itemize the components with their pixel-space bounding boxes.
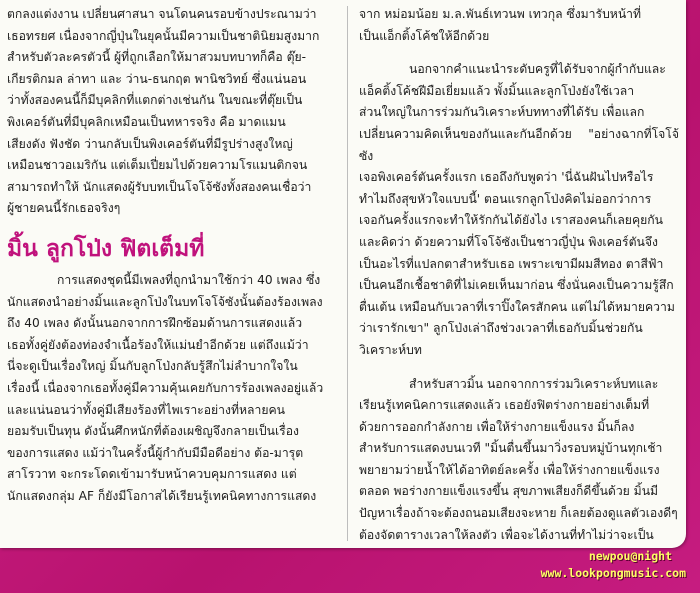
fitness-paragraph: สำหรับสาวมิ้น นอกจากการร่วมวิเคราะห์บทและ เรียนรู้เทคนิคการแสดงแล้ว เธอยังฟิตร่างกายอย่างเต็มที่ ด้วยการออกกำลังกาย เพื่อให้ร่างกายแข็งแรง มิ้นก็ลง สำหรับการแสดงบนเวที "มิ้นตื่นขึ้นมาวิ่งรอบหมู่บ้านทุกเช้า พยายามว่ายน้ำให้ได้อาทิตย์ละครั้ง เพื่อให้ร่างกายแข็งแรง ตลอด พอร่างกายแข็งแรงขึ้น สุขภาพเสียงก็ดีขึ้นด้วย มิ้นมี ปัญหาเรื่องถ้าจะต้องถนอมเสียงจะหาย ก็เลยต้องดูแลตัวเองดีๆ ต้องจัดตารางเวลาให้ลงตัว เพื่อจะได้งานที่ทำไม่ว่าจะเป็น xyxy=(359,376,678,542)
column-divider xyxy=(347,6,348,541)
right-column xyxy=(359,4,679,548)
website-credit: www.lookpongmusic.com xyxy=(540,566,686,580)
left-column xyxy=(7,4,337,548)
body-paragraph: การแสดงชุดนี้มีเพลงที่ถูกนำมาใช้กว่า 40 เพลง ซึ่ง นักแสดงนำอย่างมิ้นและลูกโป่งในบทโจโจ้ซังนั้นต้องร้องเพลง ถึง 40 เพลง ดังนั้นนอกจากการฝึกซ้อมด้านการแสดงแล้ว เธอทั้งคู่ยังต้องท่องจำเนื้อร้องให้แม่นยำอีกด้วย แต่ถึงแม้ว่า นี่จะดูเป็นเรื่องใหญ่ มิ้นกับลูกโป่งกลับรู้สึกไม่ลำบากใจใน เรื่องนี้ เนื่องจากเธอทั้งคู่มีความคุ้นเคยกับการร้องเพลงอยู่แล้ว และแน่นอนว่าทั้งคู่มีเสียงร้องที่ไพเราะอย่างที่หลายคน ยอมรับเป็นทุน ดังนั้นศึกหนักที่ต้องเผชิญจึงกลายเป็นเรื่อง ของการแสดง แม้ว่าในครั้งนี้ผู้กำกับมีมือดีอย่าง ต้อ-มารุต สาโรวาท จะกระโดดเข้ามารับหน้าควบคุมการแสดง แต่ นักแสดงกลุ่ม AF ก็ยังมีโอกาสได้เรียนรู้เทคนิคทางการแสดง xyxy=(7,272,324,503)
scan-credit: newpou@night xyxy=(588,549,672,563)
continued-paragraph: จาก หม่อมน้อย ม.ล.พันธ์เทวนพ เทวกุล ซึ่งมารับหน้าที่ เป็นแอ็กติ้งโค้ชให้อีกด้วย xyxy=(359,7,642,43)
analysis-paragraph: นอกจากคำแนะนำระดับครูที่ได้รับจากผู้กำกับและ แอ็คติ้งโค้ชฝีมือเยี่ยมแล้ว พั้งมิ้นและลูกโป่งยังใช้เวลา ส่วนใหญ่ในการร่วมกันวิเคราะห์บททางที่ได้รับ เพื่อแลก เปลี่ยนความคิดเห็นของกันและกันอีกด้วย "อย่างฉากที่โจโจ้ซัง เจอพิงเคอร์ตันครั้งแรก เธอถึงกับพูดว่า 'นี่ฉันฝันไปหรือไร ทำไมถึงสุขหัวใจแบบนี้' ตอนแรกลูกโป่งคิดไม่ออกว่าการ เจอกันครั้งแรกจะทำให้รักกันได้ยังไง เราสองคนก็เลยคุยกัน และคิดว่า ด้วยความที่โจโจ้ซังเป็นชาวญี่ปุ่น พิงเคอร์ตันจึง เป็นอะไรที่แปลกตาสำหรับเธอ เพราะเขามีผมสีทอง ตาสีฟ้า เป็นคนอีกเชื้อชาติที่ไม่เคยเห็นมาก่อน ซึ่งนั่นคงเป็นความรู้สึก ตื่นเต้น เหมือนกับเวลาที่เราปิ๊งใครสักคน แต่ไม่ได้หมายความ ว่าเรารักเขา" ลูกโป่งเล่าถึงช่วงเวลาที่เธอกับมิ้นช่วยกัน วิเคราะห์บท xyxy=(359,62,679,357)
section-heading: มิ้น ลูกโป่ง ฟิตเต็มที่ xyxy=(7,235,205,262)
intro-paragraph: ตกลงแต่งงาน เปลี่ยนศาสนา จนโดนคนรอบข้างประณามว่า เธอทรยศ เนื่องจากญี่ปุ่นในยุคนั้นมีความเป็นชาตินิยมสูงมาก สำหรับตัวละครตัวนี้ ผู้ที่ถูกเลือกให้มาสวมบทบาทก็คือ ตุ๊ย- เกียรติกมล ล่าทา และ ว่าน-ธนกฤต พานิชวิทย์ ซึ่งแน่นอน ว่าทั้งสองคนนี้ก็มีบุคลิกที่แตกต่างเช่นกัน ในขณะที่ตุ๊ยเป็น พิงเคอร์ตันที่มีบุคลิกเหมือนเป็นทหารจริง คือ มาดแมน เสียงดัง ฟังชัด ว่านกลับเป็นพิงเคอร์ตันที่มีรูปร่างสูงใหญ่ เหมือนชาวอเมริกัน แต่เต็มเปี่ยมไปด้วยความโรแมนติกจน สามารถทำให้ นักแสดงผู้รับบทเป็นโจโจ้ซังทั้งสองคนเชื่อว่า ผู้ชายคนนี้รักเธอจริงๆ xyxy=(7,7,320,216)
